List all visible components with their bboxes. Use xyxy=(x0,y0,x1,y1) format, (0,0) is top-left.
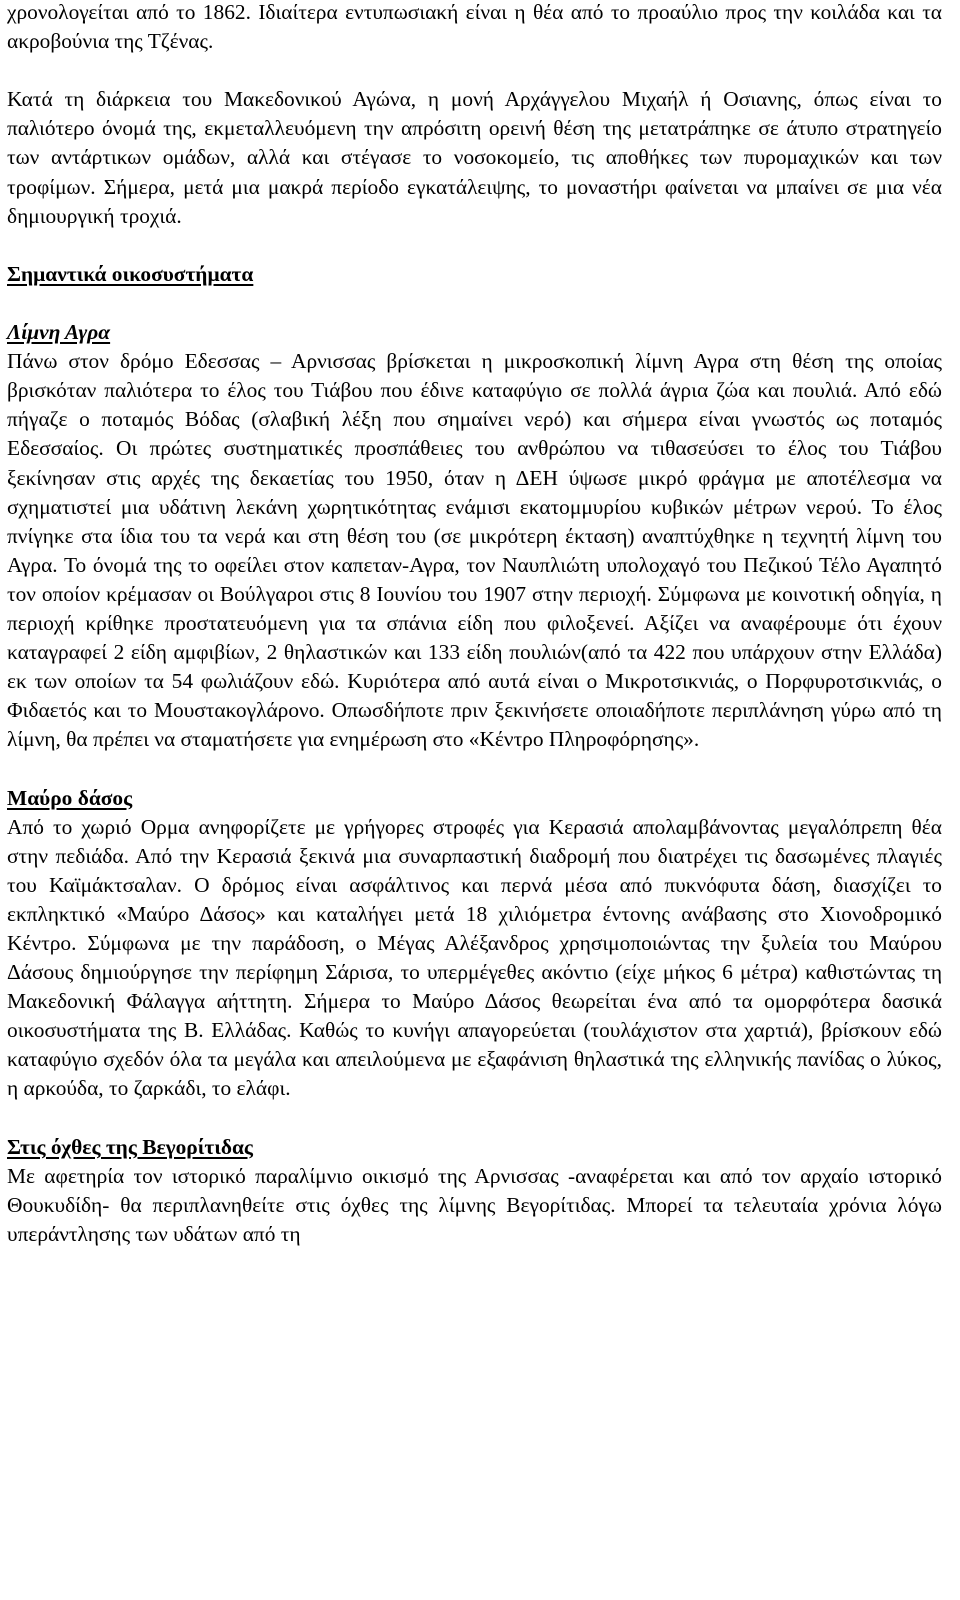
spacer xyxy=(7,1104,942,1133)
spacer xyxy=(7,289,942,318)
spacer xyxy=(7,231,942,260)
vegoritida-heading: Στις όχθες της Βεγορίτιδας xyxy=(7,1134,253,1159)
spacer xyxy=(7,754,942,783)
lake-agra-paragraph: Πάνω στον δρόμο Εδεσσας – Αρνισσας βρίσκεται η μικροσκοπική λίμνη Αγρα στη θέση της οποίας βρισκόταν παλιότερα το έλος του Τιάβου που έδινε καταφύγιο σε πολλά άγρια ζώα και πουλιά. Από εδώ πήγαζε ο ποταμός Βόδας (σλαβική λέξη που σημαίνει νερό) και σήμερα είναι γνωστός ως ποταμός Εδεσσαίος. Οι πρώτες συστηματικές προσπάθειες του ανθρώπου να τιθασεύσει το έλος του Τιάβου ξεκίνησαν στις αρχές της δεκαετίας του 1950, όταν η ΔΕΗ ύψωσε μικρό φράγμα με αποτέλεσμα να σχηματιστεί μια υδάτινη λεκάνη χωρητικότητας ενάμισι εκατομμυρίου κυβικών μέτρων νερού. Το έλος πνίγηκε στα ίδια του τα νερά και στη θέση του (σε μικρότερη έκταση) αναπτύχθηκε η τεχνητή λίμνη του Αγρα. Το όνομά της το οφείλει στον καπεταν-Αγρα, τον Ναυπλιώτη υπολοχαγό του Πεζικού Τέλο Αγαπητό τον οποίον κρέμασαν οι Βούλγαροι στις 8 Ιουνίου του 1907 στην περιοχή. Σύμφωνα με κοινοτική οδηγία, η περιοχή κρίθηκε προστατευόμενη για τα σπάνια είδη που φιλοξενεί. Αξίζει να αναφέρουμε ότι έχουν καταγραφεί 2 είδη αμφιβίων, 2 θηλαστικών και 133 είδη πουλιών(από τα 422 που υπάρχουν στην Ελλάδα) εκ των οποίων τα 54 φωλιάζουν εδώ. Κυριότερα από αυτά είναι ο Μικροτσικνιάς, ο Πορφυροτσικνιάς, ο Φιδαετός και το Μουστακογλάρονο. Οπωσδήποτε πριν ξεκινήσετε οποιαδήποτε περιπλάνηση γύρω από τη λίμνη, θα πρέπει να σταματήσετε για ενημέρωση στο «Κέντρο Πληροφόρησης». xyxy=(7,349,942,752)
black-forest-paragraph: Από το χωριό Ορμα ανηφορίζετε με γρήγορες στροφές για Κερασιά απολαμβάνοντας μεγαλόπρεπη θέα στην πεδιάδα. Από την Κερασιά ξεκινά μια συναρπαστική διαδρομή που διατρέχει τις δασωμένες πλαγιές του Καϊμάκτσαλαν. Ο δρόμος είναι ασφάλτινος και περνά μέσα από πυκνόφυτα δάση, διασχίζει το εκπληκτικό «Μαύρο Δάσος» και καταλήγει μετά 18 χιλιόμετρα έντονης ανάβασης στο Χιονοδρομικό Κέντρο. Σύμφωνα με την παράδοση, ο Μέγας Αλέξανδρος χρησιμοποιώντας την ξυλεία του Μαύρου Δάσους δημιούργησε την περίφημη Σάρισα, το υπερμέγεθες ακόντιο (είχε μήκος 6 μέτρα) καθιστώντας τη Μακεδονική Φάλαγγα αήττητη. Σήμερα το Μαύρο Δάσος θεωρείται ένα από τα ομορφότερα δασικά οικοσυστήματα της Β. Ελλάδας. Καθώς το κυνήγι απαγορεύεται (τουλάχιστον στα χαρτιά), βρίσκουν εδώ καταφύγιο σχεδόν όλα τα μεγάλα και απειλούμενα με εξαφάνιση θηλαστικά της ελληνικής πανίδας ο λύκος, η αρκούδα, το ζαρκάδι, το ελάφι. xyxy=(7,814,942,1101)
black-forest-heading: Μαύρο δάσος xyxy=(7,785,133,810)
spacer xyxy=(7,56,942,85)
document-page xyxy=(7,0,942,1249)
intro-paragraph-2: Κατά τη διάρκεια του Μακεδονικού Αγώνα, η μονή Αρχάγγελου Μιχαήλ ή Οσιανης, όπως είναι το παλιότερο όνομά της, εκμεταλλευόμενη την απρόσιτη ορεινή θέση της μετατράπηκε σε άτυπο στρατηγείο των αντάρτικων ομάδων, αλλά και στέγασε το νοσοκομείο, τις αποθήκες των πυρομαχικών και των τροφίμων. Σήμερα, μετά μια μακρά περίοδο εγκατάλειψης, το μοναστήρι φαίνεται να μπαίνει σε μια νέα δημιουργική τροχιά. xyxy=(7,87,942,228)
section-heading: Σημαντικά οικοσυστήματα xyxy=(7,261,254,286)
vegoritida-paragraph: Με αφετηρία τον ιστορικό παραλίμνιο οικισμό της Αρνισσας -αναφέρεται και από τον αρχαίο ιστορικό Θουκυδίδη- θα περιπλανηθείτε στις όχθες της λίμνης Βεγορίτιδας. Μπορεί τα τελευταία χρόνια λόγω υπεράντλησης των υδάτων από τη xyxy=(7,1163,942,1246)
intro-paragraph-1: χρονολογείται από το 1862. Ιδιαίτερα εντυπωσιακή είναι η θέα από το προαύλιο προς την κοιλάδα και τα ακροβούνια της Τζένας. xyxy=(7,0,942,54)
lake-agra-heading: Λίμνη Αγρα xyxy=(7,320,111,345)
